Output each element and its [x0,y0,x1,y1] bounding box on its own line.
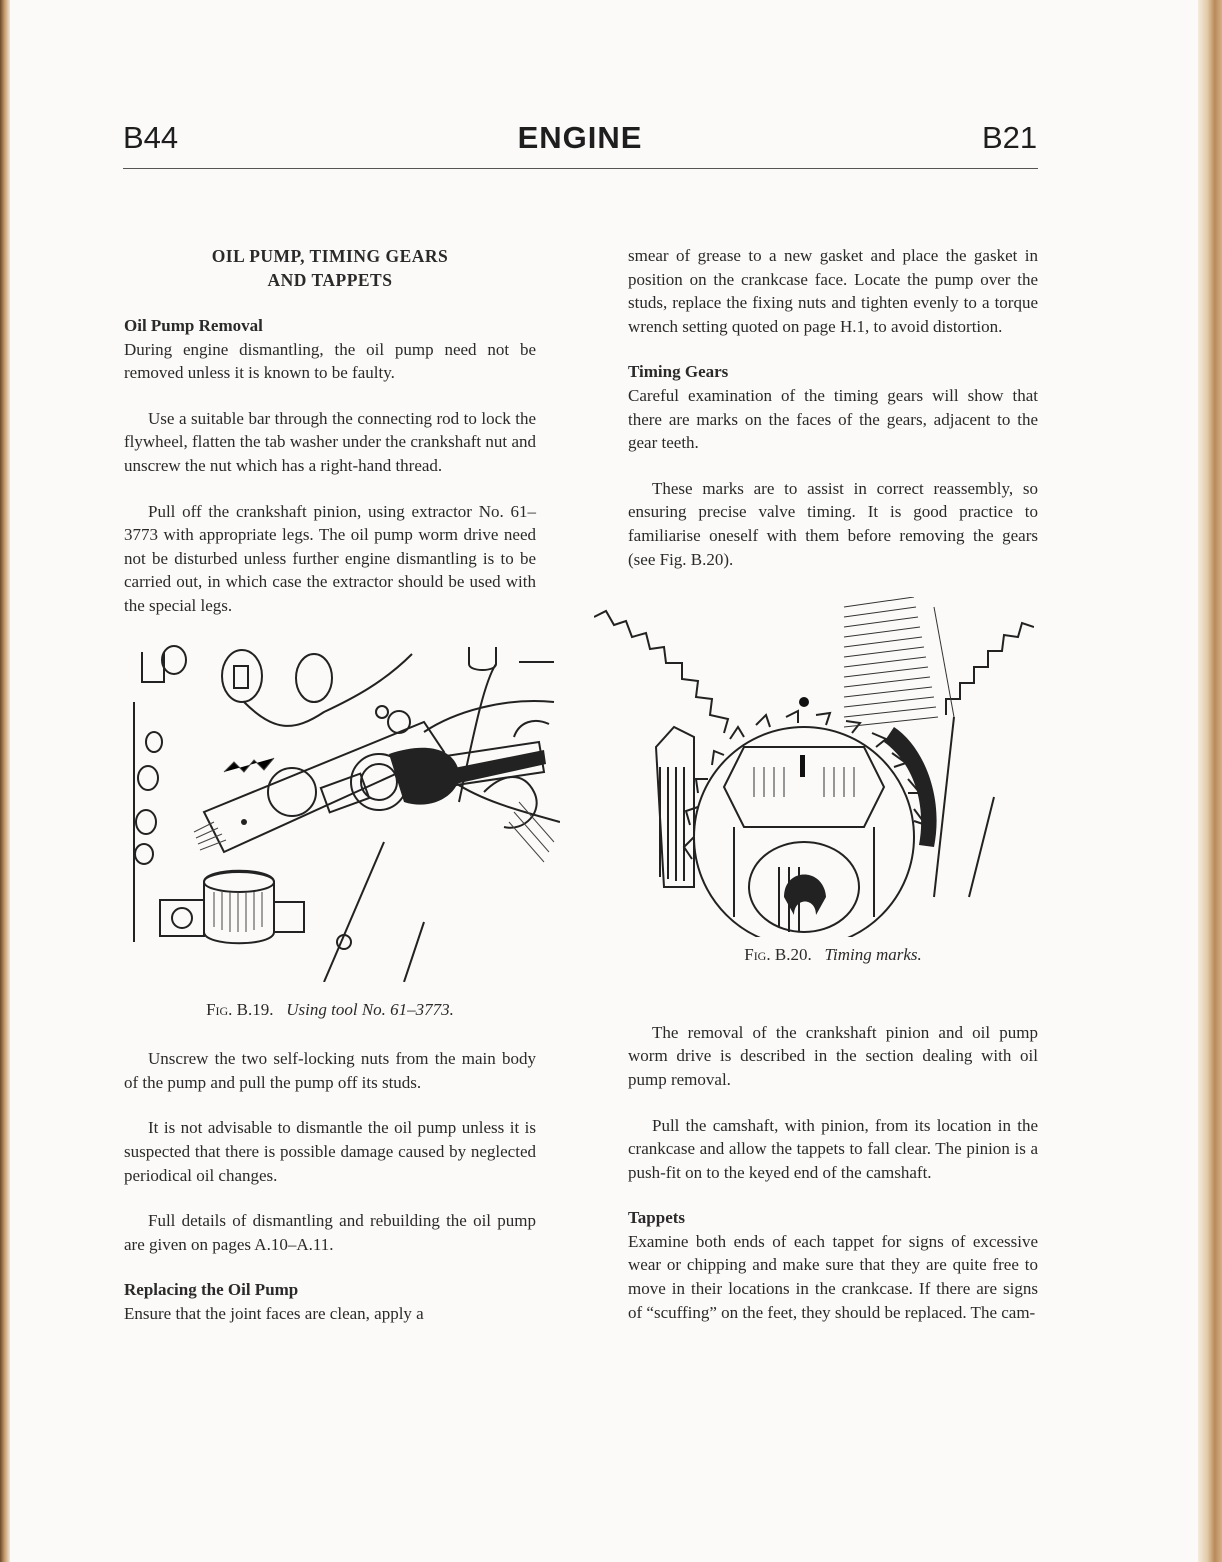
figure-label: Fig. B.20. [744,945,812,965]
section-title-line: AND TAPPETS [267,270,393,290]
paragraph: The removal of the crankshaft pinion and oil pump worm drive is described in the section dealing with oil pump removal. [628,1022,1038,1089]
figure-b20-caption [628,943,1038,967]
figure-b20 [594,597,1038,937]
page-number-left: B44 [123,120,179,155]
paragraph: During engine dismantling, the oil pump need not be removed unless it is known to be faulty. [124,339,536,383]
figure-caption-text: Using tool No. 61–3773. [286,999,454,1019]
section-title-line: OIL PUMP, TIMING GEARS [211,246,449,266]
figure-caption-text: Timing marks. [824,945,922,965]
paragraph: It is not advisable to dismantle the oil pump unless it is suspected that there is possible damage caused by neglected periodical oil changes. [124,1118,536,1185]
paragraph: Pull off the crankshaft pinion, using extractor No. 61–3773 with appropriate legs. The oil pump worm drive need not be disturbed unless further engine dismantling is to be carried out, in which case the extractor should be used with the special legs. [124,501,536,615]
page-number-right: B21 [982,120,1038,155]
paragraph: Use a suitable bar through the connecting rod to lock the flywheel, flatten the tab washer under the crankshaft nut and unscrew the nut which has a right-hand thread. [124,408,536,475]
heading-replacing-oil-pump: Replacing the Oil Pump [124,1280,299,1300]
section-title [124,244,536,292]
paragraph: Unscrew the two self-locking nuts from the main body of the pump and pull the pump off its studs. [124,1049,536,1092]
page-edge-left [0,0,10,1562]
timing-gears-illustration [594,597,1034,937]
oil-pump-tool-illustration [124,642,560,982]
paragraph: Ensure that the joint faces are clean, apply a [124,1303,424,1323]
paragraph: smear of grease to a new gasket and place the gasket in position on the crankcase face. Locate the pump over the studs, replace the fixing nuts and tighten evenly to a torque wrench setting quoted on page H.1, to avoid distortion. [628,246,1038,336]
paragraph: Examine both ends of each tappet for signs of excessive wear or chipping and make sure that they are quite free to move in their locations in the crankcase. If there are signs of “scuffing” on the feet, they should be replaced. The cam- [628,1231,1038,1322]
figure-b19 [124,642,536,982]
heading-timing-gears: Timing Gears [628,362,729,382]
paragraph: Full details of dismantling and rebuilding the oil pump are given on pages A.10–A.11. [124,1211,536,1254]
page-title: ENGINE [517,120,643,155]
figure-label: Fig. B.19. [206,999,274,1019]
paragraph: These marks are to assist in correct reassembly, so ensuring precise valve timing. It is good practice to familiarise oneself with them before removing the gears (see Fig. B.20). [628,478,1038,569]
left-column [124,244,536,1325]
header-rule [123,168,1038,169]
right-column [628,244,1038,1324]
paragraph: Pull the camshaft, with pinion, from its location in the crankcase and allow the tappets to fall clear. The pinion is a push-fit on to the keyed end of the camshaft. [628,1115,1038,1182]
page-edge-right [1198,0,1222,1562]
heading-oil-pump-removal: Oil Pump Removal [124,316,263,335]
heading-tappets: Tappets [628,1208,686,1228]
paragraph: Careful examination of the timing gears will show that there are marks on the faces of the gears, adjacent to the gear teeth. [628,385,1038,453]
figure-b19-caption [124,998,536,1022]
